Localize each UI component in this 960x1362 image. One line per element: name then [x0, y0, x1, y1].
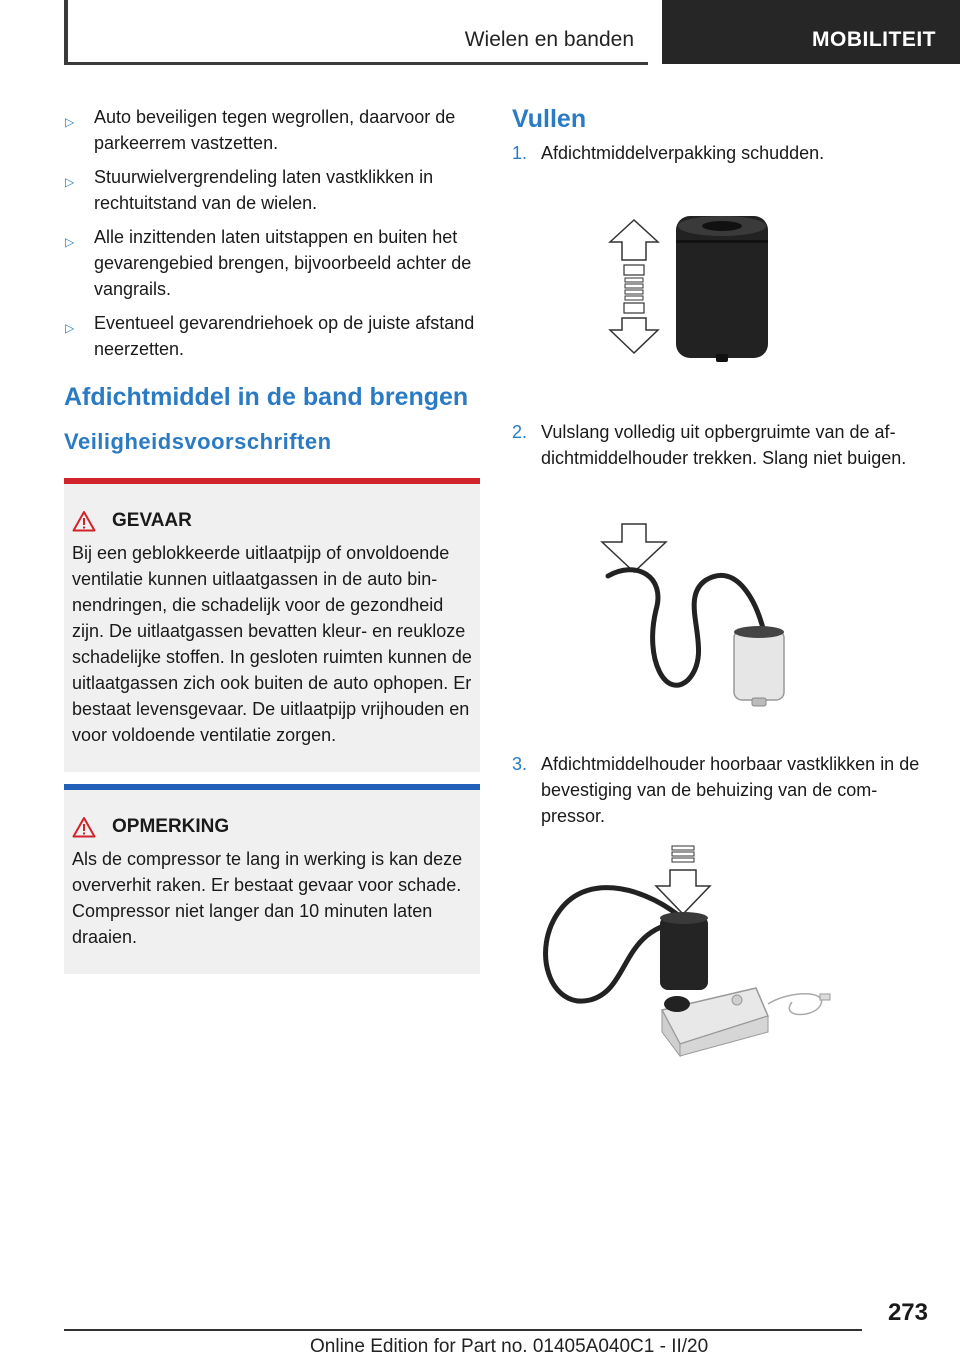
step-2 — [512, 419, 928, 471]
vullen-heading: Vullen — [512, 105, 587, 133]
list-item: ▷ Alle inzittenden laten uitstappen en buiten het gevarengebied brengen, bijvoorbeeld achter de vangrails. — [65, 227, 472, 299]
triangle-bullet-icon: ▷ — [65, 175, 75, 189]
danger-title: GEVAAR — [112, 510, 192, 531]
warning-triangle-icon — [72, 816, 96, 838]
step-2-container — [512, 419, 928, 471]
header-section — [64, 0, 648, 64]
step-number: 1. — [512, 143, 528, 163]
list-item: ▷ Auto beveiligen tegen wegrollen, daarvoor de parkeerrem vastzetten. — [65, 107, 456, 153]
triangle-bullet-icon: ▷ — [65, 115, 75, 129]
section-title: Wielen en banden — [464, 28, 634, 51]
step-1 — [512, 140, 928, 166]
page-number: 273 — [887, 1299, 928, 1326]
warning-triangle-icon — [72, 510, 96, 532]
hose-illustration — [596, 520, 796, 710]
step-3 — [512, 751, 928, 829]
shake-container-illustration — [600, 210, 780, 365]
compressor-assembly-illustration — [530, 840, 840, 1060]
notice-title: OPMERKING — [112, 816, 230, 837]
left-column — [64, 104, 480, 974]
list-item: ▷ Eventueel gevarendriehoek op de juiste afstand neerzetten. — [65, 313, 475, 359]
triangle-bullet-icon: ▷ — [65, 235, 75, 249]
step-text: Afdichtmiddelhouder hoorbaar vastklikken in de bevestiging van de behuizing van de compressor. — [541, 754, 920, 826]
step-3-container — [512, 751, 928, 829]
header-underline — [64, 62, 648, 65]
subsection-heading: Veiligheidsvoorschriften — [64, 429, 332, 454]
footer-divider — [64, 1329, 862, 1331]
notice-text: Als de compressor te lang in werking is kan deze oververhit raken. Er bestaat gevaar voor schade. Compressor niet langer dan 10 minuten laten draaien. — [72, 849, 463, 947]
danger-box — [64, 478, 480, 772]
chapter-tab — [662, 0, 960, 64]
step-text: Vulslang volledig uit opbergruimte van de afdichtmiddelhouder trekken. Slang niet buigen. — [541, 422, 907, 468]
danger-text: Bij een geblokkeerde uitlaatpijp of onvoldoende ventilatie kunnen uitlaatgassen in de auto binnendringen, die schadelijk voor de gezondheid zijn. De uitlaatgassen bevatten kleur- en reukloze schadelijke stoffen. In gesloten ruimten kunnen de uitlaatgassen zich ook buiten de auto ophopen. Er bestaat levensgevaar. De uitlaatpijp vrijhouden en voor voldoende ventilatie zorgen. — [72, 543, 472, 745]
header-left-border — [64, 0, 68, 64]
step-text: Afdichtmiddelverpakking schudden. — [541, 143, 825, 163]
right-column — [512, 104, 928, 166]
footer-edition-text: Online Edition for Part no. 01405A040C1 - II/20 — [310, 1336, 709, 1357]
step-number: 3. — [512, 754, 528, 774]
triangle-bullet-icon: ▷ — [65, 321, 75, 335]
list-item: ▷ Stuurwielvergrendeling laten vastklikken in rechtuitstand van de wielen. — [65, 167, 434, 213]
chapter-title: MOBILITEIT — [812, 28, 936, 51]
step-number: 2. — [512, 422, 528, 442]
section-heading: Afdichtmiddel in de band brengen — [64, 383, 469, 411]
notice-box — [64, 784, 480, 974]
